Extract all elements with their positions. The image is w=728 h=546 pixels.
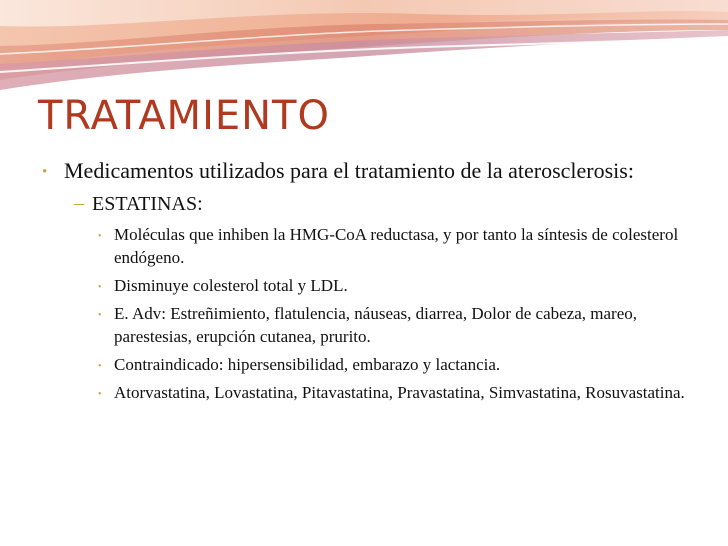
list-item-text: ESTATINAS: [92,193,203,215]
list-item [74,191,692,217]
list-item [96,223,692,269]
list-item [96,381,692,404]
bullet-icon: • [98,389,102,400]
list-item-text: Atorvastatina, Lovastatina, Pitavastatina, Pravastatina, Simvastatina, Rosuvastatina. [114,383,685,402]
bullet-icon: • [98,231,102,242]
bullet-icon: • [98,310,102,321]
list-item [96,302,692,348]
slide-title: TRATAMIENTO [38,93,330,139]
list-item [42,156,692,185]
dash-icon: – [74,192,84,214]
list-item-text: Medicamentos utilizados para el tratamiento de la aterosclerosis: [64,158,634,183]
bullet-icon: • [42,164,48,180]
header-decoration [0,0,728,95]
list-item-text: E. Adv: Estreñimiento, flatulencia, náuseas, diarrea, Dolor de cabeza, mareo, parestesias, erupción cutanea, prurito. [114,304,638,346]
list-item [96,274,692,297]
bullet-icon: • [98,282,102,293]
bullet-icon: • [98,361,102,372]
bullet-list [42,156,692,409]
list-item [96,353,692,376]
list-item-text: Disminuye colesterol total y LDL. [114,276,348,295]
list-item-text: Contraindicado: hipersensibilidad, embarazo y lactancia. [114,355,501,374]
list-item-text: Moléculas que inhiben la HMG-CoA reductasa, y por tanto la síntesis de colesterol endógeno. [114,225,679,267]
